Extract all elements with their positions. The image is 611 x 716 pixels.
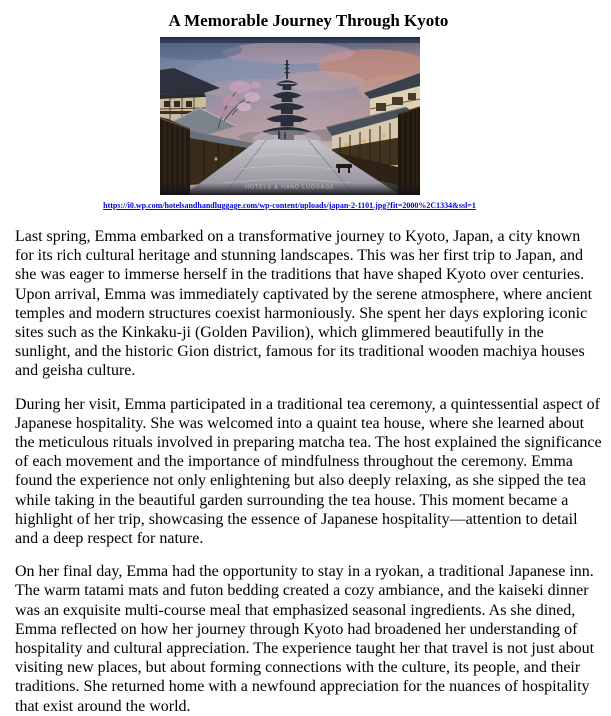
document-page xyxy=(0,10,611,716)
paragraph-1: Last spring, Emma embarked on a transformative journey to Kyoto, Japan, a city known for its rich cultural heritage and stunning landscapes. This was her first trip to Japan, and she was eager to immerse herself in the traditions that have shaped Kyoto over centuries. Upon arrival, Emma was immediately captivated by the serene atmosphere, where ancient temples and modern structures coexist harmoniously. She spent her days exploring iconic sites such as the Kinkaku-ji (Golden Pavilion), which glimmered beautifully in the sunlight, and the historic Gion district, famous for its traditional wooden machiya houses and geisha culture. xyxy=(15,228,593,380)
paragraph-2: During her visit, Emma participated in a traditional tea ceremony, a quintessential aspect of Japanese hospitality. She was welcomed into a quaint tea house, where she learned about the meticulous rituals involved in preparing matcha tea. The host explained the significance of each movement and the importance of mindfulness throughout the ceremony. Emma found the experience not only enlightening but also deeply relaxing, as she sipped the tea while taking in the beautiful garden surrounding the tea house. This moment became a highlight of her trip, showcasing the essence of Japanese hospitality—attention to detail and a deep respect for nature. xyxy=(15,395,602,548)
hero-figure xyxy=(103,37,476,213)
kyoto-street-photo xyxy=(160,37,420,195)
photo-watermark: HOTELS & HAND LUGGAGE xyxy=(244,184,335,191)
paragraph-3: On her final day, Emma had the opportunity to stay in a ryokan, a traditional Japanese inn. The warm tatami mats and futon bedding created a cozy ambiance, and the kaiseki dinner was an exquisite multi-course meal that emphasized seasonal ingredients. As she dined, Emma reflected on how her journey through Kyoto had broadened her understanding of hospitality and cultural appreciation. The experience taught her that travel is not just about visiting new places, but about forming connections with the culture, its people, and their traditions. She returned home with a newfound appreciation for the nuances of hospitality that exist around the world. xyxy=(15,563,595,715)
image-source-link[interactable]: https://i0.wp.com/hotelsandhandluggage.com/wp-content/uploads/japan-2-1101.jpg?fit=2000%2C1334&ssl=1 xyxy=(103,201,476,210)
page-title: A Memorable Journey Through Kyoto xyxy=(168,11,449,30)
